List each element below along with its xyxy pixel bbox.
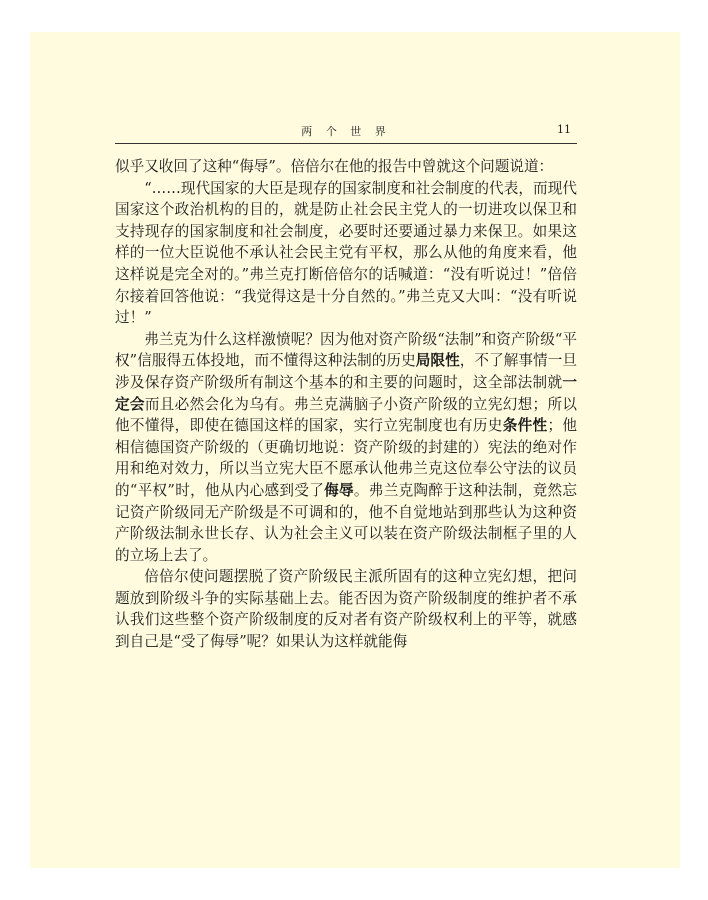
text-run: 而且必然会化为乌有。弗兰克满脑子小资产阶级的立宪幻想；所以他不懂得，即使在德国这样的国家，实行立宪制度也有历史 (115, 395, 577, 435)
text-run: “……现代国家的大臣是现存的国家制度和社会制度的代表，而现代国家这个政治机构的目的，就是防止社会民主党人的一切进攻以保卫和支持现存的国家制度和社会制度，必要时还要通过暴力来保卫。如果这样的一位大臣说他不承认社会民主党有平权，那么从他的角度来看，他这样说是完全对的。”弗兰克打断倍倍尔的话喊道：“没有听说过！”倍倍尔接着回答他说：“我觉得这是十分自然的。”弗兰克又大叫：“没有听说过！” (115, 179, 577, 327)
emphasized-text: 侮辱 (324, 481, 354, 499)
page-header (115, 119, 577, 144)
page-number: 11 (557, 123, 571, 136)
paragraph (115, 566, 577, 652)
paragraph (115, 156, 577, 178)
emphasized-text: 局限性 (415, 352, 460, 370)
text-run: ；他相信德国资产阶级的（更确切地说：资产阶级的封建的）宪法的绝对作用和绝对效力，所以当立宪大臣不愿承认他弗兰克这位奉公守法的议员的“平权”时，他从内心感到受了 (115, 417, 577, 499)
running-title: 两 个 世 界 (301, 125, 391, 138)
text-run: ，不了解事情一旦涉及保存资产阶级所有制这个基本的和主要的问题时，这全部法制就 (115, 352, 577, 391)
body-text (115, 156, 577, 653)
paragraph (115, 178, 577, 329)
text-run: 弗兰克为什么这样激愤呢？因为他对资产阶级“法制”和资产阶级“平权”信服得五体投地，而不懂得这种法制的历史 (115, 330, 577, 370)
emphasized-text: 一定会 (115, 373, 577, 413)
paragraph (115, 329, 577, 567)
text-run: 似乎又收回了这种“侮辱”。倍倍尔在他的报告中曾就这个问题说道： (115, 158, 554, 175)
text-run: 倍倍尔使问题摆脱了资产阶级民主派所固有的这种立宪幻想，把问题放到阶级斗争的实际基础上去。能否因为资产阶级制度的维护者不承认我们这些整个资产阶级制度的反对者有资产阶级权利上的平等，就感到自己是“受了侮辱”呢？如果认为这样就能侮 (115, 568, 577, 651)
emphasized-text: 条件性 (502, 417, 548, 435)
text-run: 。弗兰克陶醉于这种法制，竟然忘记资产阶级同无产阶级是不可调和的，他不自觉地站到那些认为这种资产阶级法制永世长存、认为社会主义可以装在资产阶级法制框子里的人的立场上去了。 (115, 481, 577, 564)
